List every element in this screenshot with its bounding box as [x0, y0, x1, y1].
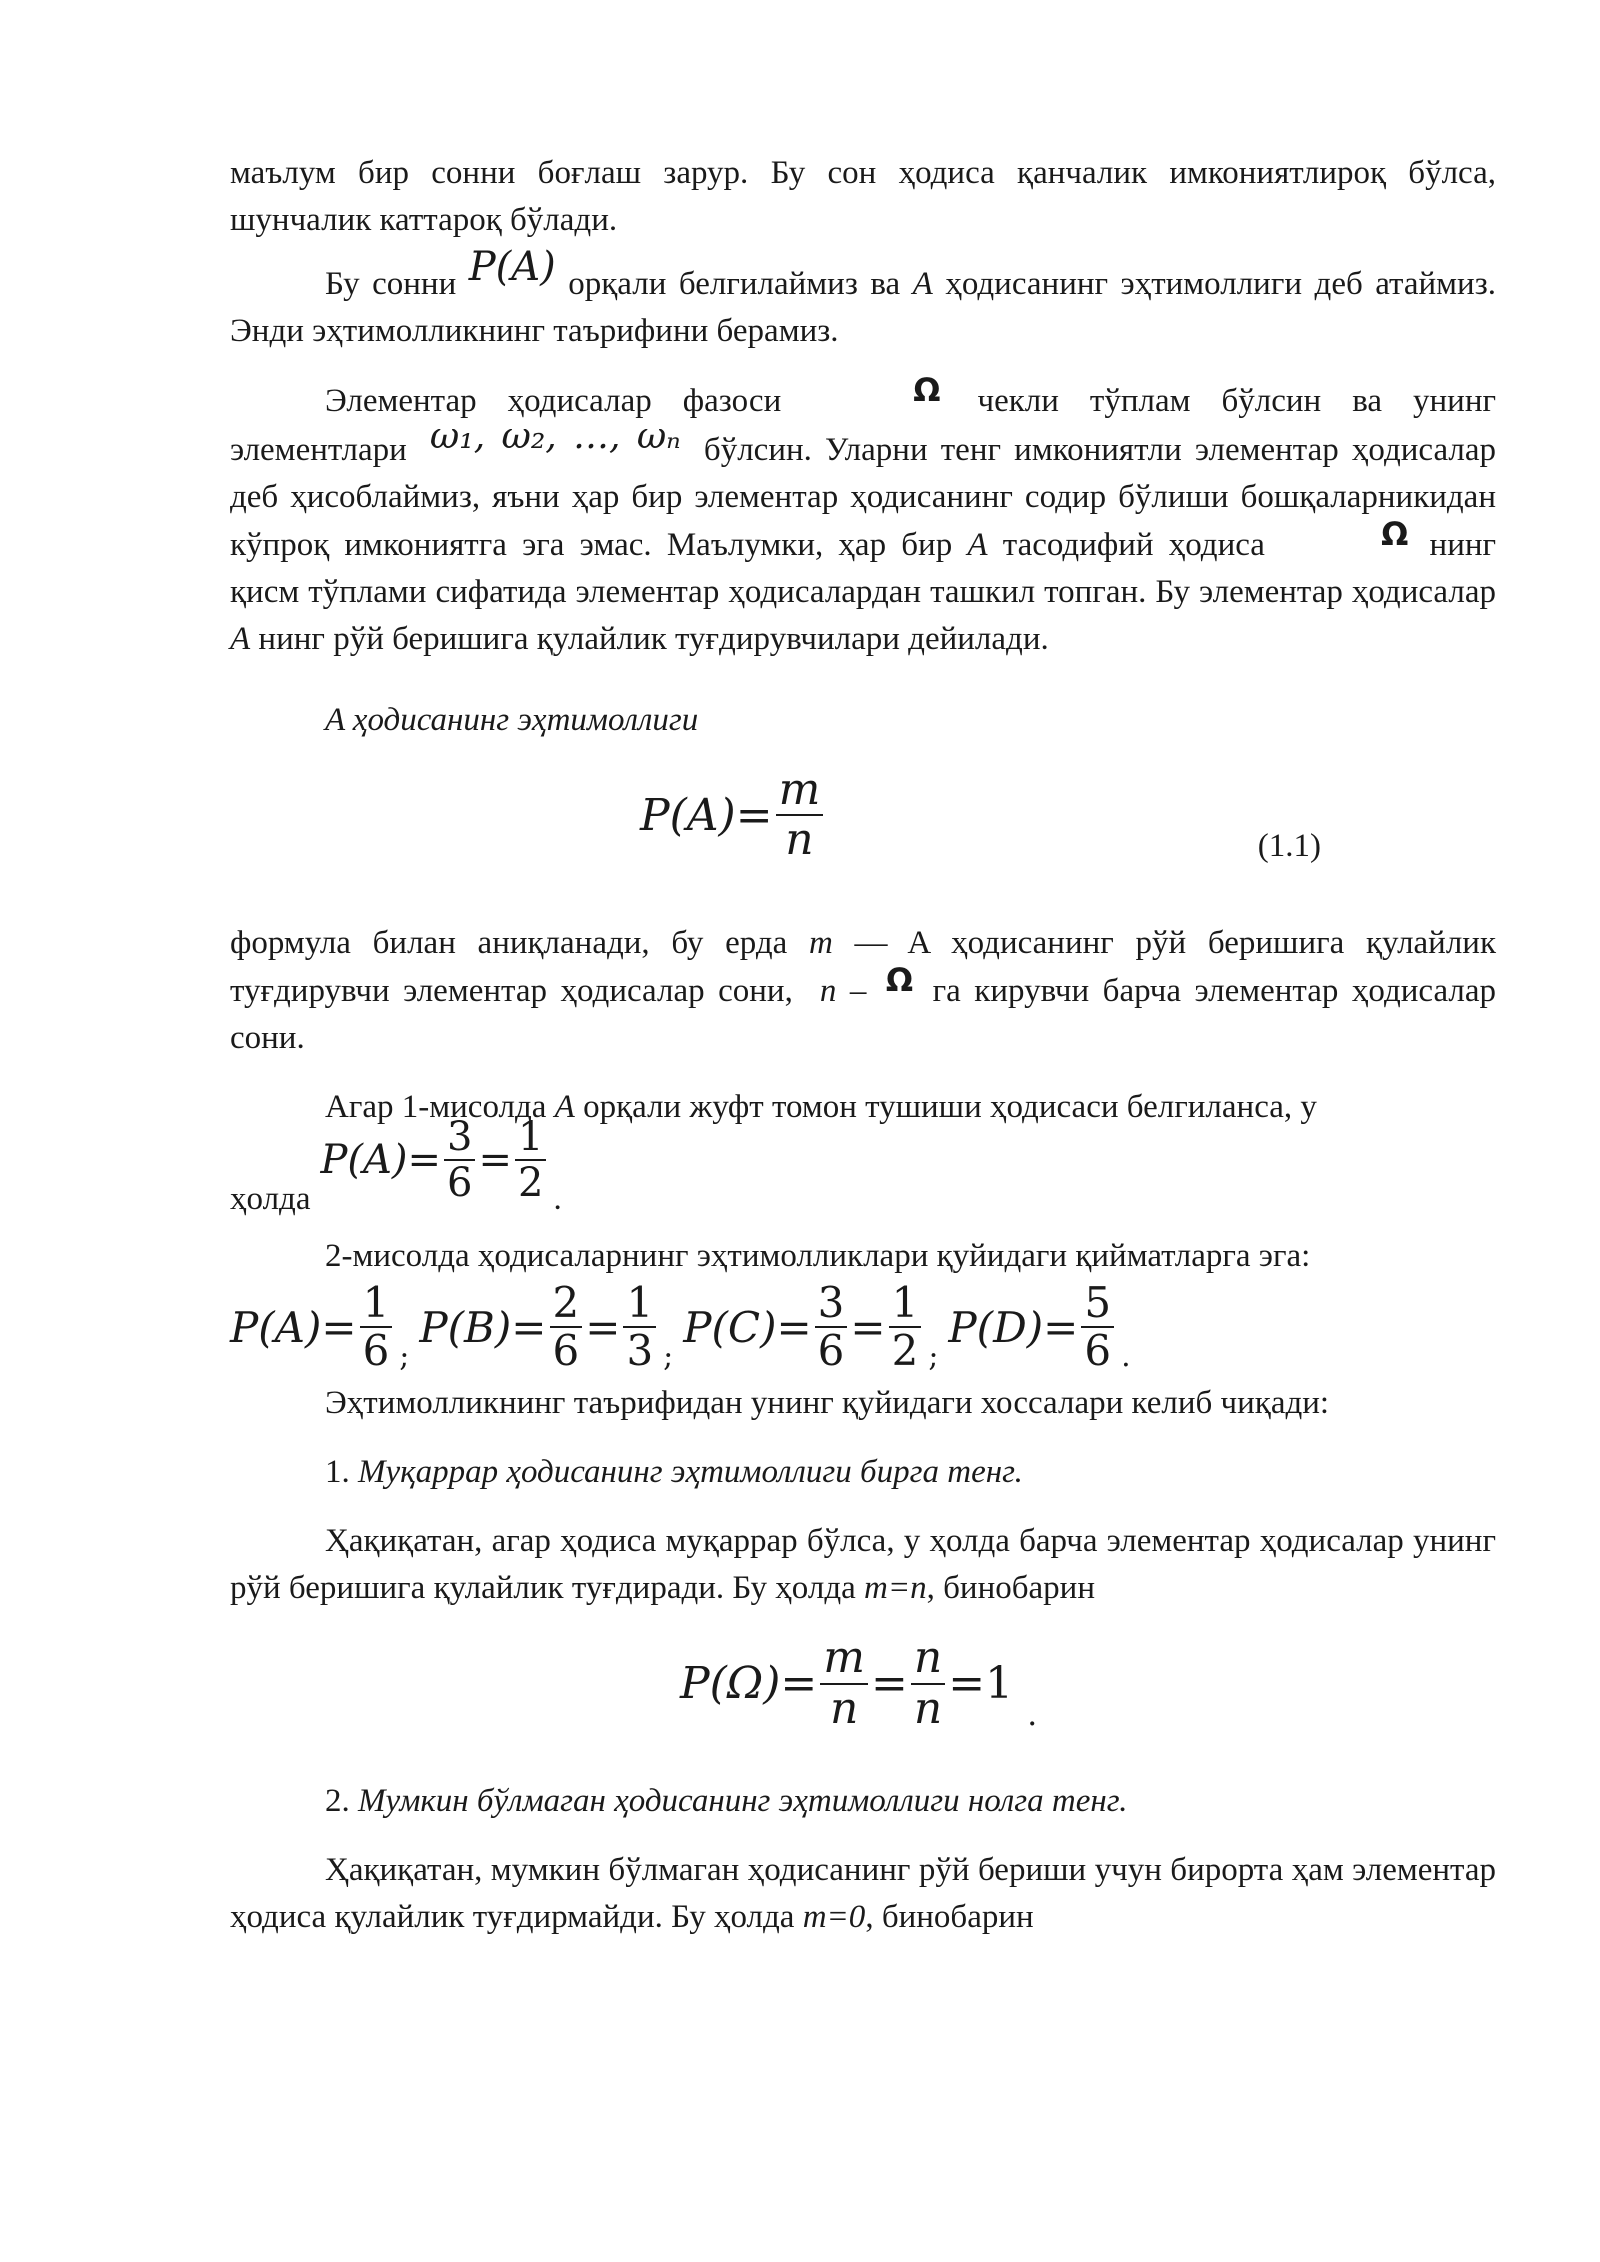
example-1-result: ҳолда P(A)= $\frac{3}{6}$ = $\frac{1}{2}$ .	[230, 1114, 562, 1217]
fraction-m-over-n: $\frac{m}{n}$	[776, 766, 824, 865]
document-page	[230, 150, 1496, 1941]
property-2: 2. Мумкин бўлмаган ҳодисанинг эҳтимоллиги нолга тенг.	[325, 1783, 1128, 1820]
equation-2	[230, 1634, 1496, 1744]
paragraph-8: Эҳтимолликнинг таърифидан унинг қуйидаги хоссалари келиб чиқади:	[325, 1385, 1330, 1422]
paragraph-1: маълум бир сонни боғлаш зарур. Бу сон ҳодиса қанчалик имкониятлироқ бўлса, шунчалик каттароқ бўлади.	[230, 155, 1496, 238]
equation-1-body: P(A)= $\frac{m}{n}$	[640, 766, 826, 865]
equation-number: (1.1)	[1257, 828, 1321, 864]
equation-1	[230, 766, 1496, 886]
probability-heading: A ҳодисанинг эҳтимоллиги	[325, 702, 699, 738]
paragraph-6: Агар 1-мисолда A орқали жуфт томон тушиши ҳодисаси белгиланса, у	[325, 1089, 1317, 1125]
example-2-probabilities: P(A)= $\frac{1}{6}$ ; P(B)= $\frac{2}{6}$ = $\frac{1}{3}$ ; P(C)= $\frac{3}{6}$ = $\frac{1}{2}$ ; P(D)= $\frac{5}{6}$ .	[230, 1278, 1131, 1376]
omega-symbol: Ω	[885, 961, 914, 999]
omega-symbol: Ω	[913, 371, 941, 409]
elements-formula: ω₁, ω₂, …, ωₙ	[429, 416, 681, 457]
paragraph-5: формула билан аниқланади, бу ерда m — A ҳодисанинг рўй беришига қулайлик туғдирувчи элементар ҳодисалар сони, n – Ω га кирувчи барча элементар ҳодисалар сони.	[230, 925, 1497, 1056]
equation-2-body: P(Ω)= $\frac{m}{n}$ = $\frac{n}{n}$ =1 .	[680, 1632, 1038, 1734]
example-1-formula: P(A)= $\frac{3}{6}$ = $\frac{1}{2}$	[320, 1115, 549, 1205]
omega-symbol: Ω	[1381, 515, 1409, 553]
paragraph-3: Элементар ҳодисалар фазоси Ω чекли тўплам бўлсин ва унинг элементлари ω₁, ω₂, …, ωₙ бўлсин. Уларни тенг имкониятли элементар ҳодисалар деб ҳисоблаймиз, яъни ҳар бир элементар ҳодисанинг содир бўлиши бошқаларникидан кўпроқ имкониятга эга эмас. Маълумки, ҳар бир A тасодифий ҳодиса Ω нинг қисм тўплами сифатида элементар ҳодисалардан ташкил топган. Бу элементар ҳодисалар A нинг рўй беришига қулайлик туғдирувчилари дейилади.	[230, 377, 1496, 663]
paragraph-10: Ҳақиқатан, мумкин бўлмаган ҳодисанинг рўй бериши учун бирорта ҳам элементар ҳодиса қулайлик туғдирмайди. Бу ҳолда m=0, бинобарин	[230, 1852, 1496, 1936]
paragraph-2: Бу сонни P(A) орқали белгилаймиз ва A ҳодисанинг эҳтимоллиги деб атаймиз. Энди эҳтимолликнинг таърифини берамиз.	[230, 244, 1497, 349]
formula-p-of-a: P(A)	[468, 244, 556, 290]
paragraph-7: 2-мисолда ҳодисаларнинг эҳтимолликлари қуйидаги қийматларга эга:	[325, 1238, 1311, 1274]
paragraph-9: Ҳақиқатан, агар ҳодиса муқаррар бўлса, у ҳолда барча элементар ҳодисалар унинг рўй беришига қулайлик туғдиради. Бу ҳолда m=n, бинобарин	[230, 1523, 1496, 1607]
property-1: 1. Муқаррар ҳодисанинг эҳтимоллиги бирга тенг.	[325, 1454, 1023, 1491]
